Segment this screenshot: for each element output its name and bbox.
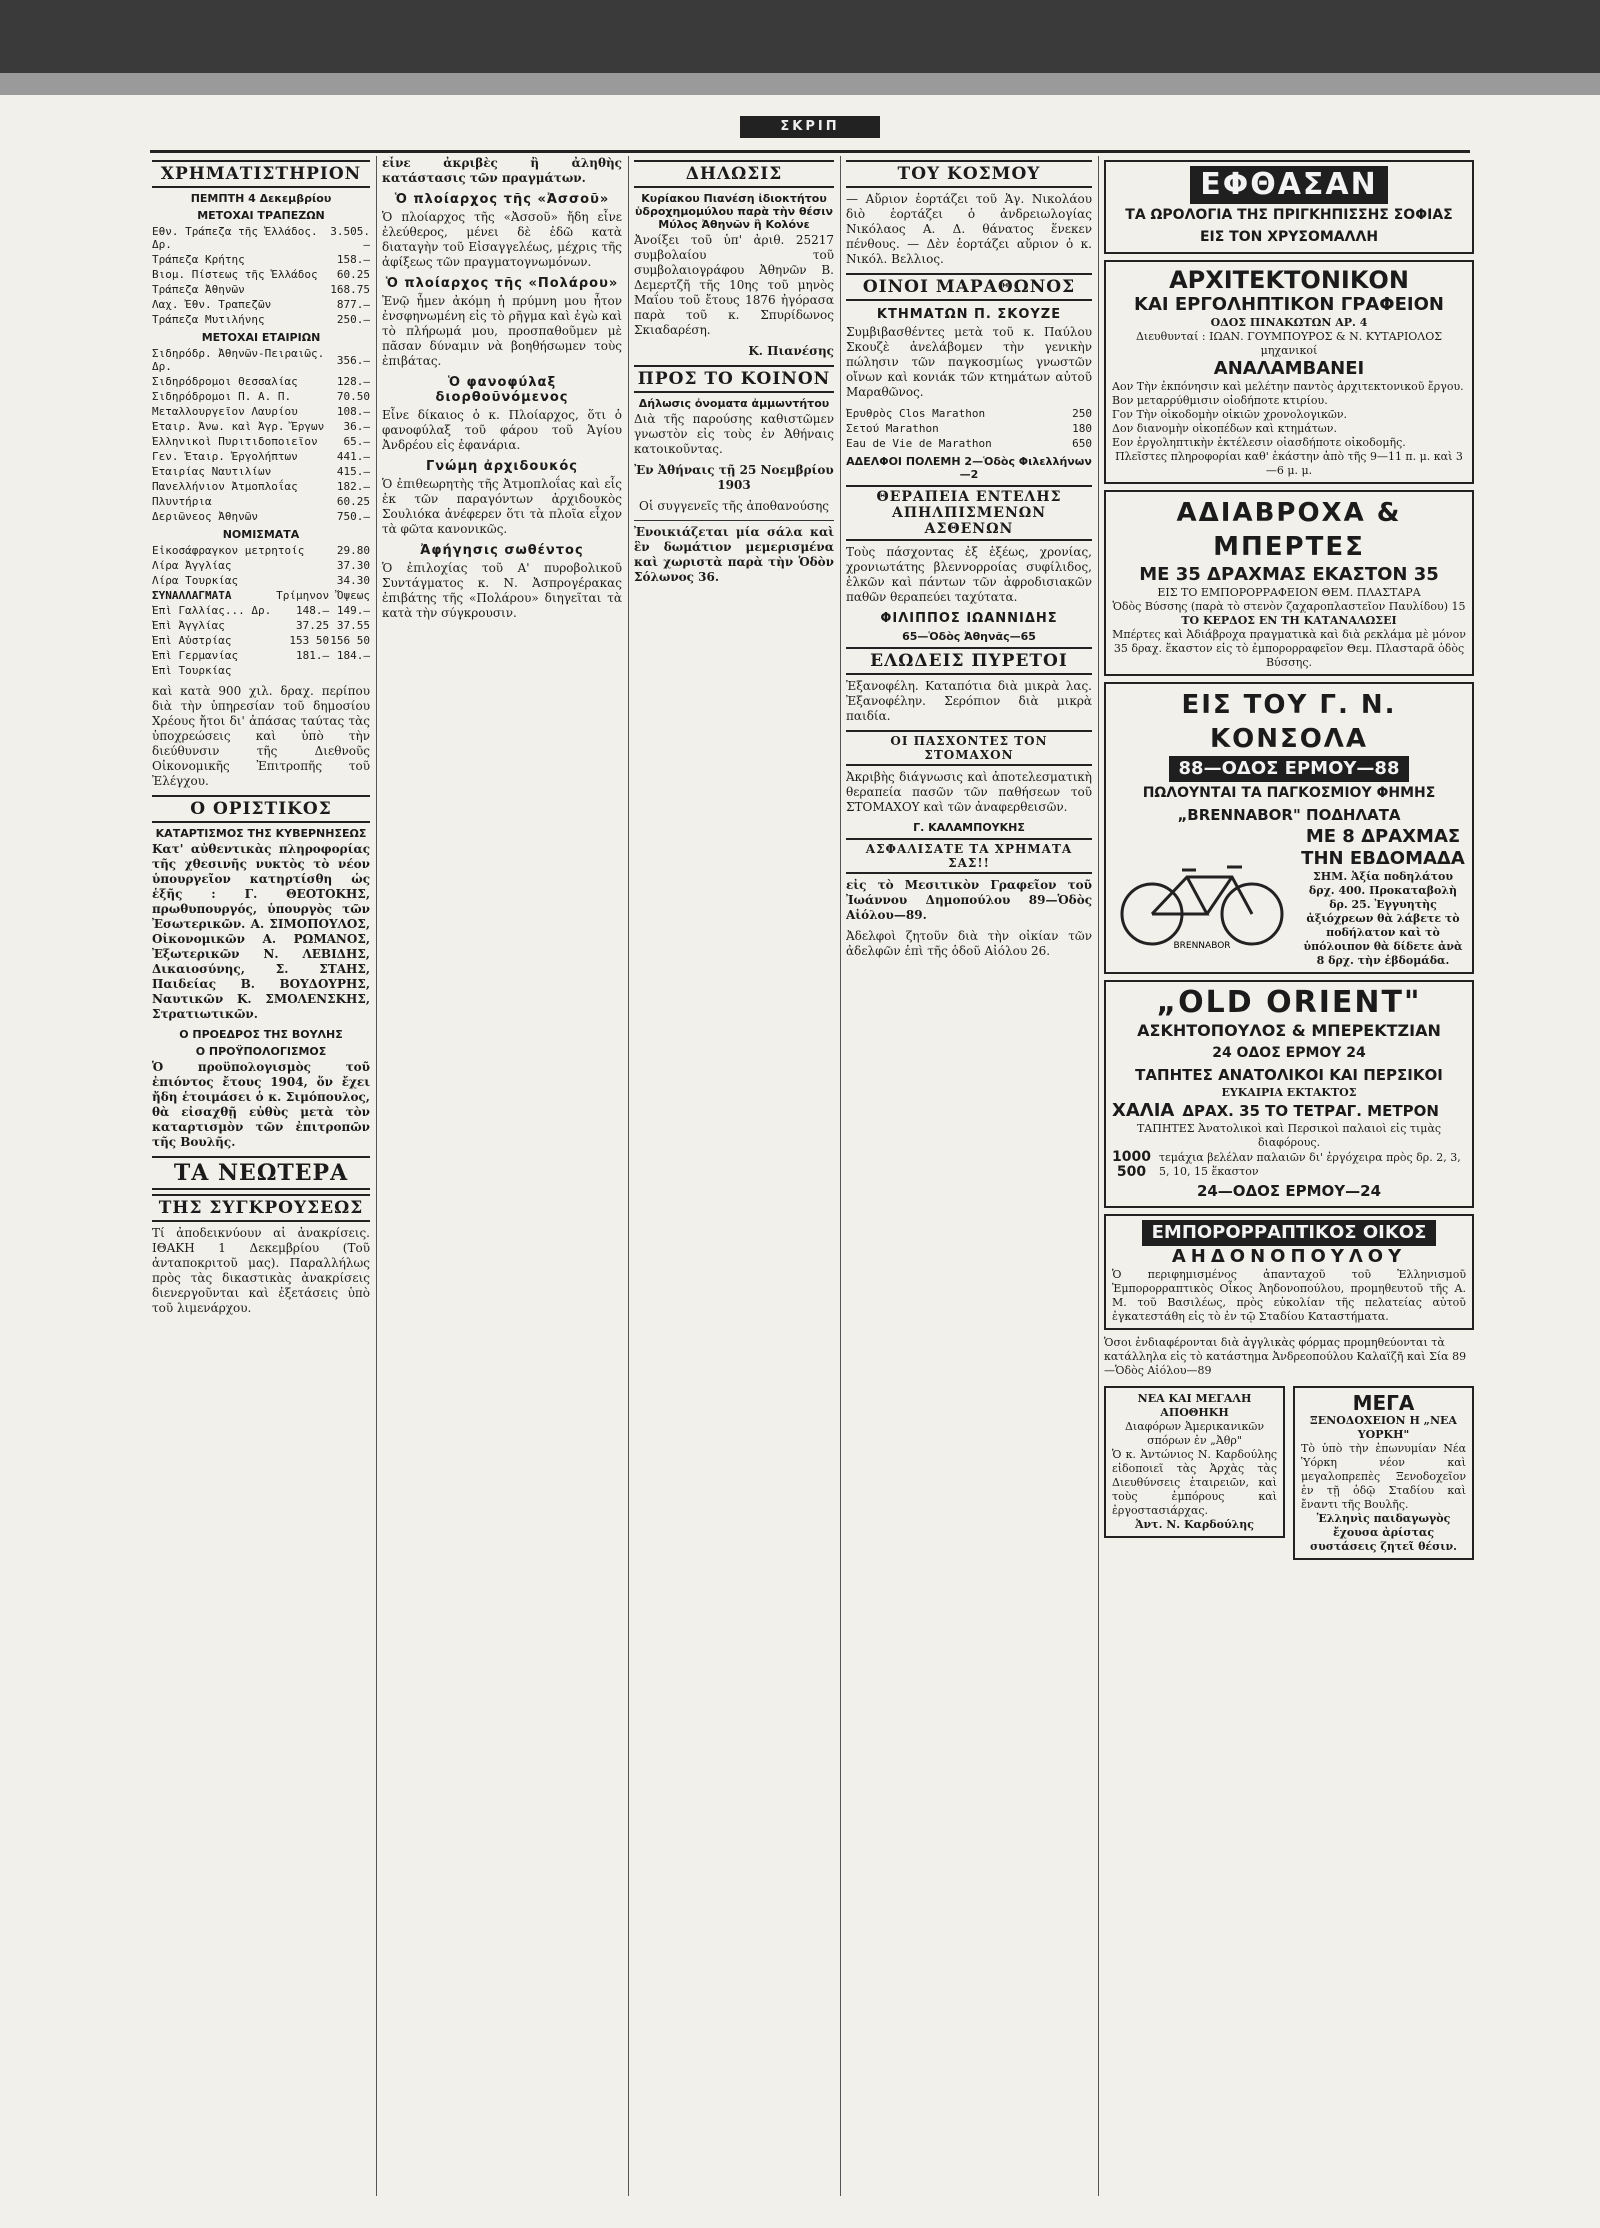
ad-carpets-line: ΤΑΠΗΤΕΣ Ἀνατολικοὶ καὶ Περσικοὶ παλαιοὶ εἰς τιμὰς διαφόρους. (1136, 1122, 1442, 1149)
exchange-row (152, 648, 370, 663)
notice-subtitle: Κυρίακου Πιανέση ἰδιοκτήτου ὑδροχημομύλου παρὰ τὴν θέσιν Μύλος Ἀθηνῶν ἢ Κολόνε (634, 192, 833, 231)
company-row-cell: Σιδηρόδρομοι Π. Α. Π. (152, 390, 292, 403)
ad-architect-accepts: ΑΝΑΛΑΜΒΑΝΕΙ (1213, 358, 1365, 379)
company-row (152, 389, 370, 404)
bank-row-cell: 3.505.— (330, 225, 370, 251)
exchange-row-cell: Ἐπὶ Γαλλίας... Δρ. (152, 604, 272, 617)
company-row (152, 346, 370, 374)
wine-price-row (846, 436, 1092, 451)
newspaper-masthead: ΣΚΡΙΠ (740, 116, 880, 138)
section-text: Ὁ ἐπιλοχίας τοῦ Α' πυροβολικοῦ Συντάγματος κ. Ν. Ἀσπρογέρακας ἐπιβάτης τῆς «Πολάρου» διηγεῖται τὰ κατὰ τὴν σύγκρουσιν. (382, 561, 622, 620)
wine-prices (846, 406, 1092, 451)
ad-architect-item: Δον διανομὴν οἰκοπέδων καὶ κτημάτων. (1112, 422, 1337, 435)
companies-heading: ΜΕΤΟΧΑΙ ΕΤΑΙΡΙΩΝ (201, 331, 321, 344)
header-rule (150, 150, 1470, 153)
ad-raincoats-text: Μπέρτες καὶ Ἀδιάβροχα πραγματικὰ καὶ διὰ ρεκλάμα μὲ μόνον 35 δραχ. ἕκαστον εἰς τὸ ἐμπορορραφεῖον Θεμ. Πλασταρᾶ ὁδὸς Βύσσης. (1112, 628, 1466, 669)
company-row (152, 434, 370, 449)
bank-row (152, 252, 370, 267)
rooms-text: Ἀδελφοὶ ζητοῦν διὰ τὴν οἰκίαν τῶν ἀδελφῶν ἐπὶ τῆς ὁδοῦ Αἰόλου 26. (846, 929, 1092, 958)
fever-text: Ἐξανοφέλη. Καταπότια διὰ μικρὰ λας. Ἐξανοφέλην. Σερόπιον διὰ μικρὰ παιδία. (846, 679, 1092, 723)
latest-text: Τί ἀποδεικνύουν αἱ ἀνακρίσεις. ΙΘΑΚΗ 1 Δεκεμβρίου (Τοῦ ἀνταποκριτοῦ μας). Παραλλήλως πρὸς τὰς δικαστικὰς ἀνακρίσεις διενεργοῦνται καὶ ἐξετάσεις ὑπὸ τοῦ λιμενάρχου. (152, 1226, 370, 1315)
column-divider (840, 156, 841, 2196)
exchange-row-cell: 156 50 (330, 634, 370, 647)
public-notice-subtitle: Δήλωσις ὀνοματα ἀμμωντήτου (638, 397, 830, 410)
exchange-row-cell: Ἐπὶ Τουρκίας (152, 664, 232, 677)
ad-bicycles-note: ΣΗΜ. Ἀξία ποδηλάτου δρχ. 400. Προκαταβολὴ δρ. 25. Ἐγγυητὴς ἀξιόχρεων θὰ λάβετε τὸ ποδήλατον καὶ τὸ ὑπόλοιπον θὰ δίδετε ἀνὰ 8 δρχ. τὴν ἑβδομάδα. (1303, 870, 1463, 967)
wine-price-row-cell: Σετού Marathon (846, 422, 939, 435)
bank-row-cell: Λαχ. Ἐθν. Τραπεζῶν (152, 298, 272, 311)
ad-carpets-subtitle: ΤΑΠΗΤΕΣ ΑΝΑΤΟΛΙΚΟΙ ΚΑΙ ΠΕΡΣΙΚΟΙ (1135, 1066, 1443, 1084)
bank-row-cell: Εθν. Τράπεζα τῆς Ἑλλάδος. Δρ. (152, 225, 318, 251)
bank-row-cell: Τράπεζα Κρήτης (152, 253, 245, 266)
column-collision-report (382, 156, 622, 2196)
wine-price-row-cell: 250 (1072, 407, 1092, 420)
ad-architect-item: Γον Τὴν οἰκοδομὴν οἰκιῶν χρονολογικῶν. (1112, 408, 1348, 421)
ad-seeds-subtitle: Διαφόρων Ἀμερικανικῶν σπόρων ἐν „Ἀθρ" (1124, 1420, 1265, 1447)
company-row-cell: 441.— (336, 450, 370, 463)
cure-address: 65—Ὁδὸς Ἀθηνᾶς—65 (902, 630, 1036, 643)
company-row (152, 464, 370, 479)
market-title: ΧΡΗΜΑΤΙΣΤΗΡΙΟΝ (152, 160, 370, 188)
coins-table (152, 543, 370, 588)
ad-raincoats (1104, 490, 1474, 676)
ad-architect-subtitle: ΚΑΙ ΕΡΓΟΛΗΠΤΙΚΟΝ ΓΡΑΦΕΙΟΝ (1134, 294, 1444, 315)
ad-seeds-signature: Ἀντ. Ν. Καρδούλης (1135, 1518, 1254, 1531)
company-row-cell: 182.— (336, 480, 370, 493)
exchange-table (152, 588, 370, 678)
company-row-cell: 750.— (336, 510, 370, 523)
bank-row (152, 267, 370, 282)
ad-carpets (1104, 980, 1474, 1208)
cure-text: Τοὺς πάσχοντας ἐξ ἑξέως, χρονίας, χρονιωτάτης βλεννορροίας συφίλιδος, ἑλκῶν καὶ πάντων τῶν ἀφροδισιακῶν παθῶν θεραπεύει ταχύτατα. (846, 545, 1092, 604)
ad-forms-text: Ὁσοι ἐνδιαφέρονται διὰ ἀγγλικὰς φόρμας προμηθεύονται τὰ κατάλληλα εἰς τὸ κατάστημα Ἀνδρεοπούλου Καλαϊζῆ καὶ Σία 89—Ὁδὸς Αἰόλου—89 (1104, 1336, 1467, 1377)
ad-hotel-title: ΜΕΓΑ (1352, 1391, 1415, 1415)
bank-row (152, 312, 370, 327)
column-advertisements (1104, 156, 1474, 2196)
ad-seeds-text: Ὁ κ. Ἀντώνιος Ν. Καρδούλης εἰδοποιεῖ τὰς Ἀρχὰς τὰς Διευθύνσεις ἑταιρειῶν, καὶ τοὺς ἐμπόρους καὶ ἐργοστασιάρχας. (1112, 1448, 1277, 1517)
wine-price-row-cell: 180 (1072, 422, 1092, 435)
exchange-row (152, 663, 370, 678)
company-row-cell: Πανελλήνιον Ἀτμοπλοΐας (152, 480, 298, 493)
exchange-row-cell: 181.— (295, 649, 330, 662)
ad-bicycles-price: ΜΕ 8 ΔΡΑΧΜΑΣ (1305, 826, 1461, 847)
column-society-ads (846, 156, 1092, 2196)
ad-carpets-price: ΔΡΑΧ. 35 ΤΟ ΤΕΤΡΑΓ. ΜΕΤΡΟΝ (1182, 1102, 1439, 1120)
bank-row-cell: 877.— (336, 298, 370, 311)
company-row (152, 419, 370, 434)
company-row-cell: Πλυντήρια (152, 495, 212, 508)
exchange-row-cell (275, 663, 329, 678)
coin-row-cell: Λίρα Τουρκίας (152, 574, 239, 587)
market-note: καὶ κατὰ 900 χιλ. δραχ. περίπου διὰ τὴν ὑπηρεσίαν τοῦ δημοσίου Χρέους ἤτοι δι' ἀπάσας ταύτας τὰς ὑποχρεώσεις καὶ ὑπὸ τὴν διεύθυνσιν τῆς Διεθνοῦς Οἰκονομικῆς Ἐπιτροπῆς τοῦ Ἐλέγχου. (152, 684, 370, 788)
ad-watches-where: ΕΙΣ ΤΟΝ ΧΡΥΣΟΜΑΛΛΗ (1199, 229, 1379, 245)
exchange-row-cell: 37.25 (295, 619, 330, 632)
stomach-title: ΟΙ ΠΑΣΧΟΝΤΕΣ ΤΟΝ ΣΤΟΜΑΧΟΝ (846, 730, 1092, 766)
budget-heading: Ο ΠΡΟΫΠΟΛΟΓΙΣΜΟΣ (195, 1045, 327, 1058)
exchange-row-cell (329, 663, 370, 678)
ad-bicycles-address: 88—ΟΔΟΣ ΕΡΜΟΥ—88 (1112, 756, 1466, 782)
ad-bicycles-subtitle: ΠΩΛΟΥΝΤΑΙ ΤΑ ΠΑΓΚΟΣΜΙΟΥ ΦΗΜΗΣ (1142, 785, 1436, 801)
ad-architect-address: ΟΔΟΣ ΠΙΝΑΚΩΤΩΝ ΑΡ. 4 (1210, 316, 1368, 329)
coin-row-cell: 37.30 (336, 559, 370, 572)
ad-carpets-qty-text: τεμάχια βελέλαν παλαιῶν δι' ἐργόχειρα πρὸς δρ. 2, 3, 5, 10, 15 ἕκαστον (1158, 1151, 1461, 1178)
ad-architect-item: Βον μεταρρύθμισιν οἰοδήποτε κτιρίου. (1112, 394, 1328, 407)
coin-row (152, 573, 370, 588)
exchange-heading: ΣΥΝΑΛΛΑΓΜΑΤΑ (152, 589, 232, 602)
column-divider (376, 156, 377, 2196)
section-text: Ὁ πλοίαρχος τῆς «Ἀσσοῦ» ἤδη εἶνε ἐλεύθερος, μένει δὲ ἐδῶ κατὰ διαταγὴν τοῦ Εἰσαγγελέως, μέχρις τῆς ἀφίξεως τῶν πραγματογνωμόνων. (382, 210, 622, 269)
company-row (152, 374, 370, 389)
coin-row-cell: Λίρα Ἀγγλίας (152, 559, 232, 572)
wine-price-row (846, 421, 1092, 436)
cabinet-text: Κατ' αὐθεντικὰς πληροφορίας τῆς χθεσινῆς νυκτὸς τὸ νέον ὑπουργεῖον κατηρτίσθη ὡς ἑξῆς : Γ. ΘΕΟΤΟΚΗΣ, πρωθυπουργός, ὑπουργὸς τῶν Ἐσωτερικῶν. Α. ΣΙΜΟΠΟΥΛΟΣ, Οἰκονομικῶν Α. ΡΩΜΑΝΟΣ, Ἐξωτερικῶν Ν. ΛΕΒΙΔΗΣ, Δικαιοσύνης, Σ. ΣΤΑΗΣ, Παιδείας Β. ΒΟΥΔΟΥΡΗΣ, Ναυτικῶν Κ. ΣΜΟΛΕΝΣΚΗΣ, Στρατιωτικῶν. (152, 842, 370, 1021)
wine-price-row-cell: Ἐρυθρὸς Clos Marathon (846, 407, 986, 420)
ad-carpets-qty: 500 (1116, 1164, 1147, 1180)
exchange-row (152, 633, 370, 648)
exchange-row-cell: 149.— (336, 604, 370, 617)
ad-carpets-sale: ΕΥΚΑΙΡΙΑ ΕΚΤΑΚΤΟΣ (1221, 1086, 1357, 1099)
ad-carpets-qty: 1000 (1112, 1149, 1151, 1165)
company-row-cell: 70.50 (336, 390, 370, 403)
ad-raincoats-gain: ΤΟ ΚΕΡΔΟΣ ΕΝ ΤΗ ΚΑΤΑΝΑΛΩΣΕΙ (1181, 614, 1397, 627)
section-heading: Ὁ φανοφύλαξ διορθοῦνόμενος (435, 375, 569, 405)
speaker-heading: Ο ΠΡΟΕΔΡΟΣ ΤΗΣ ΒΟΥΛΗΣ (179, 1028, 343, 1041)
wine-price-row-cell: Eau de Vie de Marathon (846, 437, 992, 450)
coin-row (152, 558, 370, 573)
ad-architect-directors: Διευθυνταί : ΙΩΑΝ. ΓΟΥΜΠΟΥΡΟΣ & Ν. ΚΥΤΑΡΙΟΛΟΣ μηχανικοί (1135, 330, 1443, 357)
wine-price-row (846, 406, 1092, 421)
bank-row (152, 224, 370, 252)
bank-row-cell: 60.25 (336, 268, 370, 281)
company-row-cell: Ἑταιρ. Ἀνω. καὶ Ἀγρ. Ἔργων (152, 420, 325, 433)
ad-seeds-title: ΝΕΑ ΚΑΙ ΜΕΓΑΛΗ ΑΠΟΘΗΚΗ (1137, 1392, 1252, 1419)
ad-architect (1104, 260, 1474, 484)
ad-hotel-footer: Ἑλληνὶς παιδαγωγὸς ἔχουσα ἀρίστας συστάσεις ζητεῖ θέσιν. (1309, 1512, 1458, 1553)
company-row-cell: 128.— (336, 375, 370, 388)
notice-signature: Κ. Πιανέσης (748, 344, 834, 358)
column-divider (628, 156, 629, 2196)
company-row-cell: 36.— (343, 420, 370, 433)
ad-carpets-footer: 24—ΟΔΟΣ ΕΡΜΟΥ—24 (1196, 1182, 1382, 1200)
scan-edge (0, 73, 1600, 95)
public-notice-signature: Οἱ συγγενεῖς τῆς ἀποθανούσης (639, 499, 829, 513)
notice-text: Ἀνοίξει τοῦ ὑπ' ἀριθ. 25217 συμβολαίου τοῦ συμβολαιογράφου Ἀθηνῶν Β. Δεμερτζῆ τῆς 10ης τοῦ μηνὸς Μαΐου τοῦ ἔτους 1876 ἠγόρασα παρὰ τοῦ κ. Σπυρίδωνος Σκιαδαρέση. (634, 233, 834, 337)
ad-architect-hours: Πλεῖστες πληροφορίαι καθ' ἑκάστην ἀπὸ τῆς 9—11 π. μ. καὶ 3—6 μ. μ. (1115, 450, 1463, 477)
ad-raincoats-address: Ὁδὸς Βύσσης (παρὰ τὸ στενὸν ζαχαροπλαστεῖον Παυλίδου) 15 (1112, 600, 1466, 613)
section-text: Ἐνῷ ἦμεν ἀκόμη ἡ πρύμνη μου ἦτον ἐνσφηνωμένη εἰς τὸ ρῆγμα καὶ ἐγὼ καὶ τὸ πλήρωμά μου, προσπαθοῦμεν μὲ πᾶσαν δύναμιν νὰ βοηθήσωμεν τοὺς ἐπιβάτας. (382, 294, 622, 368)
company-row-cell: 65.— (343, 435, 370, 448)
rent-notice: Ἐνοικιάζεται μία σάλα καὶ ἓν δωμάτιον μεμερισμένα καὶ χωριστὰ παρὰ τὴν Ὁδὸν Σόλωνος 36. (634, 520, 834, 585)
ad-architect-item: Εον ἐργοληπτικὴν ἐκτέλεσιν οἰασδήποτε οἰκοδομῆς. (1112, 436, 1406, 449)
market-date: ΠΕΜΠΤΗ 4 Δεκεμβρίου (190, 192, 332, 205)
exchange-row-cell: 184.— (336, 649, 370, 662)
section-heading: Ὁ πλοίαρχος τῆς «Ἀσσοῦ» (394, 192, 610, 207)
coin-row (152, 543, 370, 558)
company-row-cell: Δεριῶνεος Ἀθηνῶν (152, 510, 258, 523)
company-row (152, 494, 370, 509)
ad-tailor (1104, 1214, 1474, 1330)
bank-row (152, 297, 370, 312)
ad-seeds (1104, 1386, 1285, 1538)
col2-lead: εἶνε ἀκριβὲς ἢ ἀληθὴς κατάστασις τῶν πραγμάτων. (382, 156, 622, 185)
ad-carpets-names: ΑΣΚΗΤΟΠΟΥΛΟΣ & ΜΠΕΡΕΚΤΖΙΑΝ (1137, 1021, 1441, 1040)
ad-carpets-label: ΧΑΛΙΑ (1112, 1100, 1175, 1121)
ad-raincoats-where: ΕΙΣ ΤΟ ΕΜΠΟΡΟΡΡΑΦΕΙΟΝ ΘΕΜ. ΠΛΑΣΤΑΡΑ (1157, 586, 1421, 599)
cabinet-title: Ο ΟΡΙΣΤΙΚΟΣ (152, 795, 370, 823)
ad-tailor-name: ΑΗΔΟΝΟΠΟΥΛΟΥ (1171, 1246, 1407, 1267)
ad-hotel-text: Τὸ ὑπὸ τὴν ἐπωνυμίαν Νέα Ὑόρκη νέον καὶ μεγαλοπρεπὲς Ξενοδοχεῖον ἐν τῇ ὁδῷ Σταδίου καὶ ἔναντι τῆς Βουλῆς. (1301, 1442, 1466, 1511)
public-notice-text: Διὰ τῆς παρούσης καθιστῶμεν γνωστὸν εἰς τοὺς ἐν Ἀθήναις κατοικοῦντας. (634, 412, 834, 456)
company-row-cell: 415.— (336, 465, 370, 478)
banks-heading: ΜΕΤΟΧΑΙ ΤΡΑΠΕΖΩΝ (197, 209, 325, 222)
ad-bicycles-title: ΕΙΣ ΤΟΥ Γ. Ν. ΚΟΝΣΟΛΑ (1181, 690, 1397, 754)
exchange-col-head: Ὄψεως (336, 589, 370, 602)
coin-row-cell: Εἰκοσάφραγκον μετρητοίς (152, 544, 305, 557)
wine-text: Συμβιβασθέντες μετὰ τοῦ κ. Παύλου Σκουζὲ ἀνελάβομεν τὴν γενικὴν πώλησιν τῶν παγκοσμίως γνωστῶν οἴνων καὶ κονιάκ τῶν κτημάτων αὐτοῦ Μαραθῶνος. (846, 325, 1092, 399)
company-row (152, 449, 370, 464)
section-text: Ὁ ἐπιθεωρητὴς τῆς Ἀτμοπλοΐας καὶ εἷς ἐκ τῶν παραγόντων ἀρχιδουκὸς Σουλιόκα ἀνέφερεν ὅτι τὰ πλοῖα εἶχον τὰ φῶτα κανονικῶς. (382, 477, 622, 536)
exchange-row-cell: Ἐπὶ Ἀγγλίας (152, 619, 225, 632)
ad-architect-item: Αον Τὴν ἐκπόνησιν καὶ μελέτην παντὸς ἀρχιτεκτονικοῦ ἔργου. (1112, 380, 1464, 393)
ad-watches (1104, 160, 1474, 254)
coins-heading: ΝΟΜΙΣΜΑΤΑ (222, 528, 300, 541)
bank-row-cell: 158.— (336, 253, 370, 266)
column-divider (1098, 156, 1099, 2196)
exchange-col-head: Τρίμηνον (276, 589, 330, 602)
bicycle-icon (1112, 842, 1292, 952)
exchange-row (152, 618, 370, 633)
section-heading: Ὁ πλοίαρχος τῆς «Πολάρου» (385, 276, 619, 291)
section-heading: Γνώμη ἀρχιδουκός (426, 459, 578, 474)
latest-subtitle: ΤΗΣ ΣΥΓΚΡΟΥΣΕΩΣ (152, 1194, 370, 1222)
ad-tailor-title: ΕΜΠΟΡΟΡΡΑΠΤΙΚΟΣ ΟΙΚΟΣ (1112, 1220, 1466, 1246)
ad-watches-title: ΕΦΘΑΣΑΝ (1112, 166, 1466, 204)
ad-hotel (1293, 1386, 1474, 1560)
secure-text: εἰς τὸ Μεσιτικὸν Γραφεῖον τοῦ Ἰωάννου Δημοπούλου 89—Ὁδὸς Αἰόλου—89. (846, 878, 1092, 922)
bicycle-label: BRENNABOR (1173, 941, 1231, 951)
coin-row-cell: 29.80 (336, 544, 370, 557)
company-row-cell: Ἑλληνικοὶ Πυριτιδοποιεῖον (152, 435, 318, 448)
bank-row-cell: 250.— (336, 313, 370, 326)
bank-row-cell: Τράπεζα Μυτιλήνης (152, 313, 265, 326)
scan-top-band (0, 0, 1600, 95)
company-row-cell: Ἐταιρίας Ναυτιλίων (152, 465, 272, 478)
public-notice-date: Ἐν Ἀθήναις τῇ 25 Νοεμβρίου 1903 (634, 463, 834, 492)
bank-row-cell: 168.75 (330, 283, 370, 296)
company-row-cell: Μεταλλουργεῖον Λαυρίου (152, 405, 298, 418)
ad-hotel-subtitle: ΞΕΝΟΔΟΧΕΙΟΝ Η „ΝΕΑ ΥΟΡΚΗ" (1310, 1414, 1457, 1441)
wine-address: ΑΔΕΛΦΟΙ ΠΟΛΕΜΗ 2—Ὁδὸς Φιλελλήνων—2 (846, 455, 1092, 481)
exchange-row (152, 603, 370, 618)
ad-bicycles-week: ΤΗΝ ΕΒΔΟΜΑΔΑ (1301, 848, 1465, 869)
stomach-text: Ἀκριβὴς διάγνωσις καὶ ἀποτελεσματικὴ θεραπεία πασῶν τῶν παθήσεων τοῦ ΣΤΟΜΑΧΟΥ καὶ τῶν ἀναφερθεισῶν. (846, 770, 1092, 814)
secure-title: ΑΣΦΑΛΙΣΑΤΕ ΤΑ ΧΡΗΜΑΤΑ ΣΑΣ!! (846, 838, 1092, 874)
company-row-cell: 60.25 (336, 495, 370, 508)
cabinet-subtitle: ΚΑΤΑΡΤΙΣΜΟΣ ΤΗΣ ΚΥΒΕΡΝΗΣΕΩΣ (155, 827, 367, 840)
fever-title: ΕΛΩΔΕΙΣ ΠΥΡΕΤΟΙ (846, 647, 1092, 675)
ad-carpets-address: 24 ΟΔΟΣ ΕΡΜΟΥ 24 (1212, 1045, 1366, 1061)
exchange-row-cell: 37.55 (336, 619, 370, 632)
ad-raincoats-price: ΜΕ 35 ΔΡΑΧΜΑΣ ΕΚΑΣΤΟΝ 35 (1139, 564, 1439, 585)
wine-title: ΟΙΝΟΙ ΜΑΡΑΘΩΝΟΣ (846, 273, 1092, 301)
bank-row-cell: Βιομ. Πίστεως τῆς Ἑλλάδος (152, 268, 318, 281)
notice-title: ΔΗΛΩΣΙΣ (634, 160, 834, 188)
ad-tailor-text: Ὁ περιφημισμένος ἀπανταχοῦ τοῦ Ἑλληνισμοῦ Ἐμπορορραπτικὸς Οἶκος Ἀηδονοπούλου, προμηθευτοῦ τῆς Α. Μ. τοῦ Βασιλέως, πρὸς εὐκολίαν τῆς πελατείας αὐτοῦ ἐγκατεστάθη εἰς τὸ ἐν τῷ Σταδίου Καταστήματα. (1112, 1268, 1466, 1323)
company-row-cell: Γεν. Ἑταιρ. Ἐργολήπτων (152, 450, 298, 463)
company-row (152, 404, 370, 419)
bank-row (152, 282, 370, 297)
section-text: Εἶνε δίκαιος ὁ κ. Πλοίαρχος, ὅτι ὁ φανοφύλαξ τοῦ φάρου τοῦ Ἁγίου Ἀνδρέου εἰς ἐφανάρια. (382, 408, 622, 452)
cure-name: ΦΙΛΙΠΠΟΣ ΙΩΑΝΝΙΔΗΣ (880, 611, 1058, 626)
exchange-row-cell: 148.— (295, 604, 330, 617)
ad-bicycles (1104, 682, 1474, 974)
company-row-cell: 356.— (336, 353, 370, 367)
latest-title: ΤΑ ΝΕΩΤΕΡΑ (152, 1156, 370, 1190)
bank-row-cell: Τράπεζα Ἀθηνῶν (152, 283, 245, 296)
ad-raincoats-title: ΑΔΙΑΒΡΟΧΑ & ΜΠΕΡΤΕΣ (1176, 498, 1402, 562)
cure-title: ΘΕΡΑΠΕΙΑ ΕΝΤΕΛΗΣ ΑΠΗΛΠΙΣΜΕΝΩΝ ΑΣΘΕΝΩΝ (846, 485, 1092, 541)
coin-row-cell: 34.30 (336, 574, 370, 587)
wine-price-row-cell: 650 (1072, 437, 1092, 450)
budget-text: Ὁ προϋπολογισμὸς τοῦ ἐπιόντος ἔτους 1904, ὅν ἔχει ἤδη ἑτοιμάσει ὁ κ. Σιμόπουλος, θὰ εἰσαχθῇ εὐθὺς μετὰ τὸν καταρτισμὸν τῶν ἐπιτροπῶν τῆς Βουλῆς. (152, 1060, 370, 1149)
column-notices (634, 156, 834, 2196)
companies-table (152, 346, 370, 524)
company-row-cell: 108.— (336, 405, 370, 418)
column-stock-exchange (152, 156, 370, 2196)
company-row (152, 479, 370, 494)
world-text: — Αὔριον ἑορτάζει τοῦ Ἁγ. Νικολάου διὸ ἑορτάζει ὁ ἀνδρειωλογίας Νικόλαος Α. Δ. θάνατος ἕνεκεν πένθους. — Δὲν ἑορτάζει αὔριον ὁ κ. Νικόλ. Βελλιος. (846, 192, 1092, 266)
company-row-cell: Σιδηρόδρ. Ἀθηνῶν-Πειραιῶς. Δρ. (152, 347, 325, 373)
ad-bicycles-brand: „BRENNABOR" ΠΟΔΗΛΑΤΑ (1177, 806, 1401, 824)
section-heading: Ἀφήγησις σωθέντος (420, 543, 584, 558)
company-row (152, 509, 370, 524)
exchange-row-cell: 153 50 (289, 634, 330, 647)
ad-carpets-title: „OLD ORIENT" (1156, 985, 1422, 1020)
wine-subtitle: ΚΤΗΜΑΤΩΝ Π. ΣΚΟΥΖΕ (876, 307, 1062, 322)
world-title: ΤΟΥ ΚΟΣΜΟΥ (846, 160, 1092, 188)
stomach-doctor: Γ. ΚΑΛΑΜΠΟΥΚΗΣ (913, 821, 1025, 834)
exchange-row-cell: Ἐπὶ Αὐστρίας (152, 634, 232, 647)
exchange-row-cell: Ἐπὶ Γερμανίας (152, 649, 239, 662)
banks-table (152, 224, 370, 327)
company-row-cell: Σιδηρόδρομοι Θεσσαλίας (152, 375, 298, 388)
ad-architect-title: ΑΡΧΙΤΕΚΤΟΝΙΚΟΝ (1169, 266, 1409, 294)
ad-watches-subtitle: ΤΑ ΩΡΟΛΟΓΙΑ ΤΗΣ ΠΡΙΓΚΗΠΙΣΣΗΣ ΣΟΦΙΑΣ (1125, 207, 1453, 223)
public-notice-title: ΠΡΟΣ ΤΟ ΚΟΙΝΟΝ (634, 365, 834, 393)
